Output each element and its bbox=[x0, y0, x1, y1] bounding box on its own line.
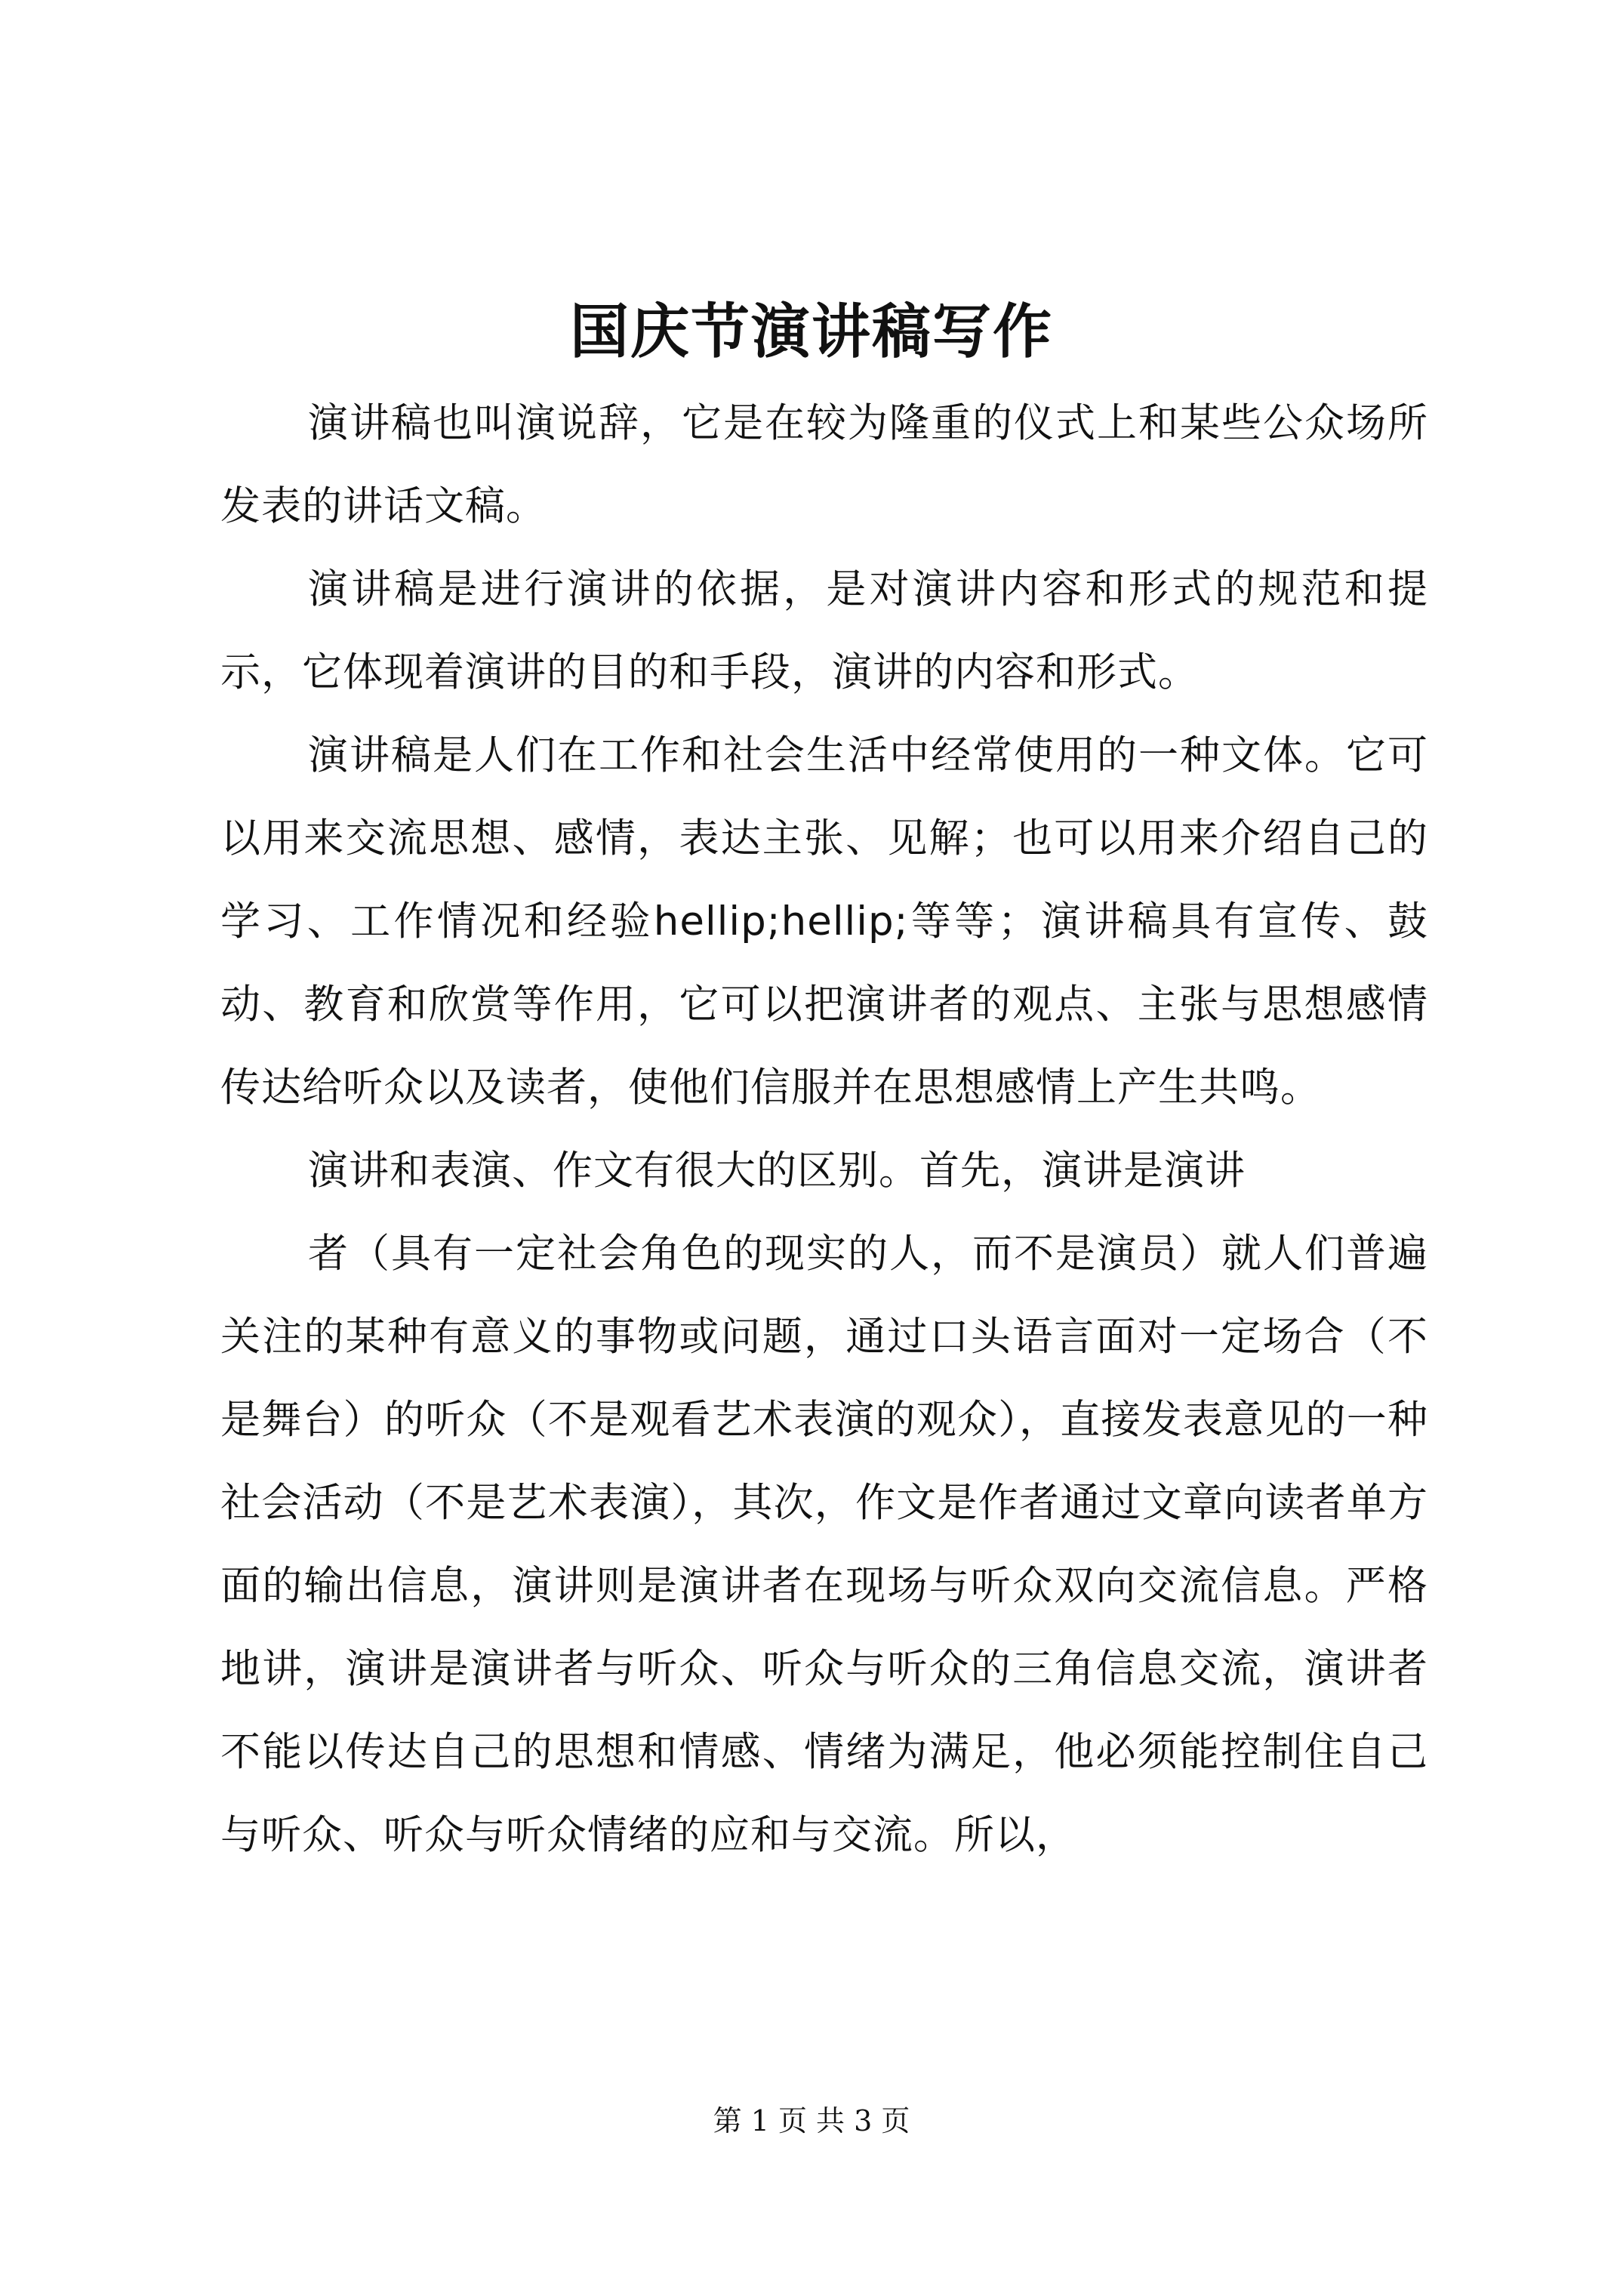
document-title: 国庆节演讲稿写作 bbox=[569, 297, 1053, 366]
page-footer: 第 1 页 共 3 页 bbox=[713, 2104, 910, 2137]
document-body bbox=[220, 382, 1428, 1877]
paragraph: 演讲稿也叫演说辞，它是在较为隆重的仪式上和某些公众场所发表的讲话文稿。 bbox=[220, 400, 1428, 529]
paragraph: 演讲和表演、作文有很大的区别。首先，演讲是演讲 bbox=[308, 1148, 1246, 1194]
paragraph: 者（具有一定社会角色的现实的人，而不是演员）就人们普遍关注的某种有意义的事物或问题，通过口头语言面对一定场合（不是舞台）的听众（不是观看艺术表演的观众），直接发表意见的一种社会活动（不是艺术表演），其次，作文是作者通过文章向读者单方面的输出信息，演讲则是演讲者在现场与听众双向交流信息。严格地讲，演讲是演讲者与听众、听众与听众的三角信息交流，演讲者不能以传达自己的思想和情感、情绪为满足，他必须能控制住自己与听众、听众与听众情绪的应和与交流。所以， bbox=[220, 1231, 1428, 1858]
paragraph: 演讲稿是人们在工作和社会生活中经常使用的一种文体。它可以用来交流思想、感情，表达主张、见解；也可以用来介绍自己的学习、工作情况和经验hellip;hellip;等等；演讲稿具有宣传、鼓动、教育和欣赏等作用，它可以把演讲者的观点、主张与思想感情传达给听众以及读者，使他们信服并在思想感情上产生共鸣。 bbox=[220, 732, 1428, 1111]
paragraph: 演讲稿是进行演讲的依据，是对演讲内容和形式的规范和提示，它体现着演讲的目的和手段，演讲的内容和形式。 bbox=[220, 566, 1428, 695]
